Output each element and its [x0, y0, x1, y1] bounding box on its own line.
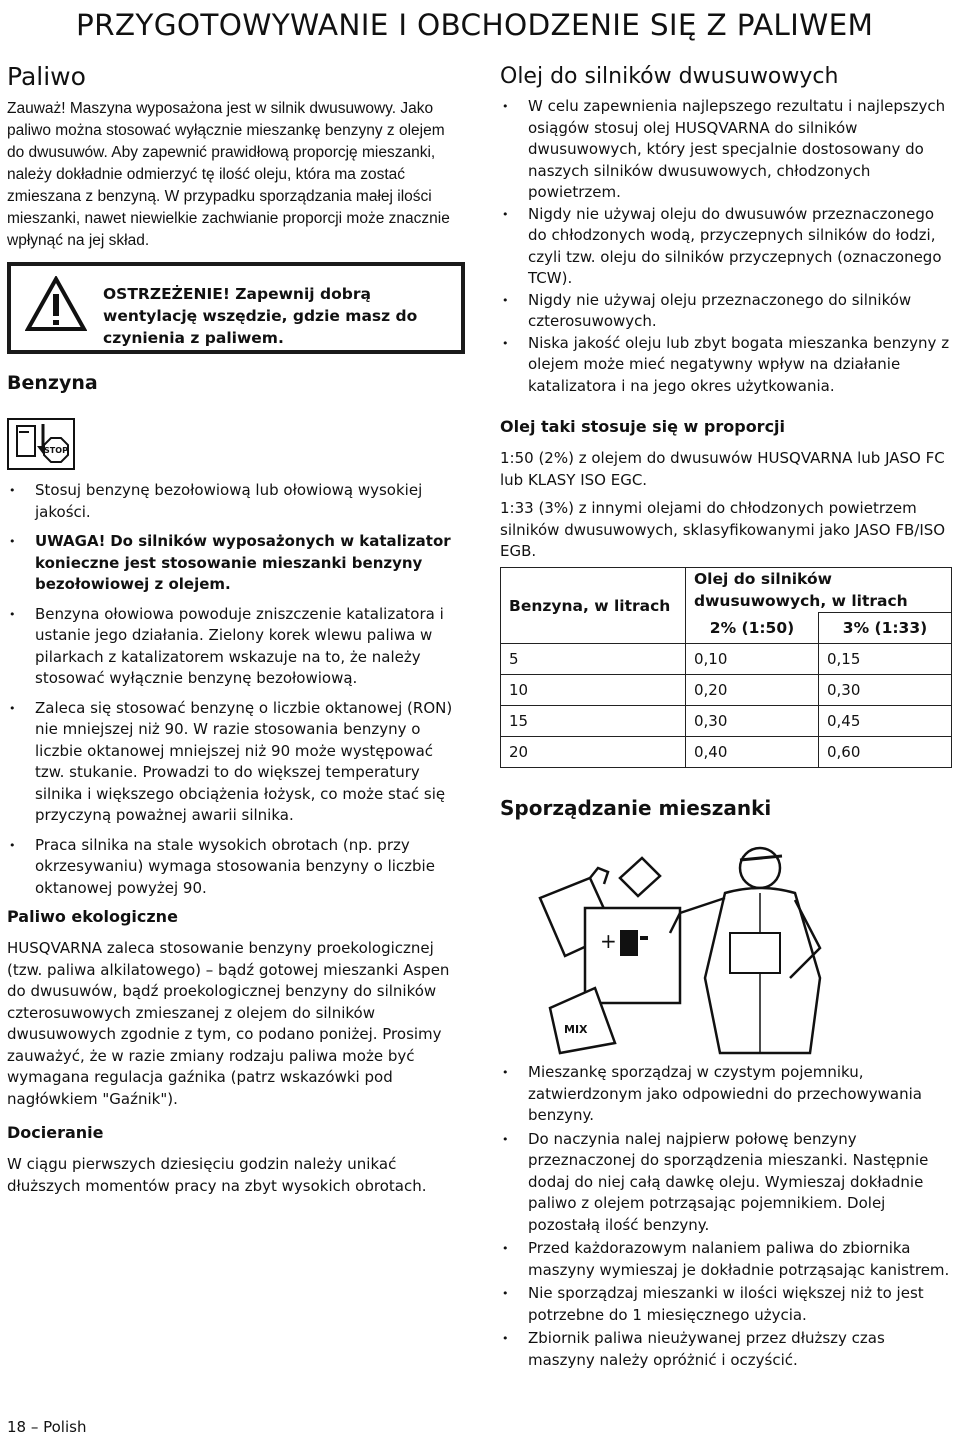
table-header-olej: Olej do silników dwusuwowych, w litrach — [686, 568, 952, 613]
list-item: • Benzyna ołowiowa powoduje zniszczenie katalizatora i ustanie jego działania. Zielony korek wlewu paliwa w pilarkach z katalizatorem wskazuje na to, że należy stosować wyłącznie benzynę bezołowiową. — [7, 604, 457, 690]
mix-label: MIX — [564, 1023, 588, 1036]
list-item: • Stosuj benzynę bezołowiową lub ołowiową wysokiej jakości. — [7, 480, 457, 523]
proporcje-paragraph-2: 1:33 (3%) z innymi olejami do chłodzonych powietrzem silników dwusuwowych, sklasyfikowanymi jako JASO FB/ISO EGB. — [500, 499, 946, 560]
mix-bullet-list — [500, 1062, 952, 1371]
uwaga-label: UWAGA! — [35, 532, 106, 550]
list-item: • Praca silnika na stale wysokich obrotach (np. przy okrzesywaniu) wymaga stosowania benzyny o liczbie oktanowej powyżej 90. — [7, 835, 457, 900]
section-title-docieranie: Docieranie — [7, 1123, 104, 1142]
section-title-benzyna: Benzyna — [7, 372, 98, 394]
list-item: • Nigdy nie używaj oleju przeznaczonego do silników czterosuwowych. — [500, 290, 952, 333]
list-item: • UWAGA! Do silników wyposażonych w katalizator konieczne jest stosowanie mieszanki benzyny bezołowiowej z olejem. — [7, 531, 457, 596]
paliwo-paragraph: Zauważ! Maszyna wyposażona jest w silnik dwusuwowy. Jako paliwo można stosować wyłącznie mieszankę benzyny z olejem do dwusuwów. Aby zapewnić prawidłową proporcję mieszanki, należy dokładnie odmierzyć tę ilość oleju, która ma zostać zmieszana z benzyną. W przypadku sporządzania małej ilości mieszanki, nawet niewielkie zachwianie proporcji może znacznie wpłynąć na jej skład. — [7, 100, 450, 249]
table-row: 5 0,10 0,15 — [501, 644, 952, 675]
warning-text: OSTRZEŻENIE! Zapewnij dobrą wentylację wszędzie, gdzie masz do czynienia z paliwem. — [103, 285, 418, 347]
table-row: 15 0,30 0,45 — [501, 706, 952, 737]
list-item: • Przed każdorazowym nalaniem paliwa do zbiornika maszyny wymieszaj je dokładnie potrząsając kanistrem. — [500, 1238, 952, 1281]
table-row: 10 0,20 0,30 — [501, 675, 952, 706]
list-item: • Niska jakość oleju lub zbyt bogata mieszanka benzyny z olejem może mieć negatywny wpływ na działanie katalizatora i na jego okres użytkowania. — [500, 333, 952, 398]
list-item: • W celu zapewnienia najlepszego rezultatu i najlepszych osiągów stosuj olej HUSQVARNA do silników dwusuwowych, który jest specjalnie dostosowany do naszych silników dwusuwowych, chłodzonych powietrzem. — [500, 96, 952, 204]
warning-triangle-icon — [25, 276, 87, 332]
table-subheader-2pct: 2% (1:50) — [686, 613, 819, 644]
proporcje-paragraph-1: 1:50 (2%) z olejem do dwusuwów HUSQVARNA lub JASO FC lub KLASY ISO EGC. — [500, 449, 945, 489]
section-title-paliwo-ekologiczne: Paliwo ekologiczne — [7, 907, 178, 926]
page-footer: 18 – Polish — [7, 1418, 87, 1436]
section-title-paliwo: Paliwo — [7, 62, 86, 91]
table-subheader-3pct: 3% (1:33) — [819, 613, 952, 644]
list-item: • Zaleca się stosować benzynę o liczbie oktanowej (RON) nie mniejszej niż 90. W razie stosowania benzyny o liczbie oktanowej mniejszej niż 90 może występować tzw. stukanie. Prowadzi to do większej temperatury silnika i większego obciążenia łożysk, co może stać się przyczyną poważnej awarii silnika. — [7, 698, 457, 827]
docieranie-paragraph: W ciągu pierwszych dziesięciu godzin należy unikać dłuższych momentów pracy na zbyt wysokich obrotach. — [7, 1155, 427, 1195]
fuel-stop-icon — [7, 418, 75, 470]
page-title: PRZYGOTOWYWANIE I OBCHODZENIE SIĘ Z PALIWEM — [76, 8, 874, 42]
eko-paragraph: HUSQVARNA zaleca stosowanie benzyny proekologicznej (tzw. paliwa alkilatowego) – bądź gotowej mieszanki Aspen do dwusuwów, bądź proekologicznej benzyny do silników czterosuwowych zmieszanej z olejem do silników dwusuwowych zgodnie z tym, co podano poniżej. Prosimy zauważyć, że w razie zmiany rodzaju paliwa może być wymagana regulacja gaźnika (patrz wskazówki pod nagłówkiem "Gaźnik"). — [7, 939, 450, 1108]
list-item: • Do naczynia nalej najpierw połowę benzyny przeznaczonej do sporządzenia mieszanki. Następnie dodaj do niej całą dawkę oleju. Wymieszaj dokładnie paliwo z olejem potrząsając pojemnikiem. Dolej pozostałą ilość benzyny. — [500, 1129, 952, 1237]
list-item: • Mieszankę sporządzaj w czystym pojemniku, zatwierdzonym jako odpowiedni do przechowywania benzyny. — [500, 1062, 952, 1127]
table-header-row — [501, 568, 952, 613]
olej-bullet-list — [500, 96, 952, 397]
list-item: • Nie sporządzaj mieszanki w ilości większej niż to jest potrzebne do 1 miesięcznego użycia. — [500, 1283, 952, 1326]
table-row: 20 0,40 0,60 — [501, 737, 952, 768]
warning-box — [7, 262, 465, 354]
list-item: • Nigdy nie używaj oleju do dwusuwów przeznaczonego do chłodzonych wodą, przyczepnych silników do łodzi, czyli tzw. oleju do silników przyczepnych (oznaczonego TCW). — [500, 204, 952, 290]
section-title-proporcje: Olej taki stosuje się w proporcji — [500, 417, 786, 436]
fuel-plus-symbol: + — [600, 929, 617, 953]
person-mixing-fuel-illustration — [520, 838, 850, 1056]
table-header-benzyna: Benzyna, w litrach — [501, 568, 686, 644]
section-title-olej: Olej do silników dwusuwowych — [500, 64, 839, 89]
benzyna-bullet-list — [7, 480, 457, 899]
mix-table — [500, 567, 952, 768]
stop-label: STOP — [44, 446, 68, 455]
list-item: • Zbiornik paliwa nieużywanej przez dłuższy czas maszyny należy opróżnić i oczyścić. — [500, 1328, 952, 1371]
section-title-sporzadzanie: Sporządzanie mieszanki — [500, 796, 772, 820]
